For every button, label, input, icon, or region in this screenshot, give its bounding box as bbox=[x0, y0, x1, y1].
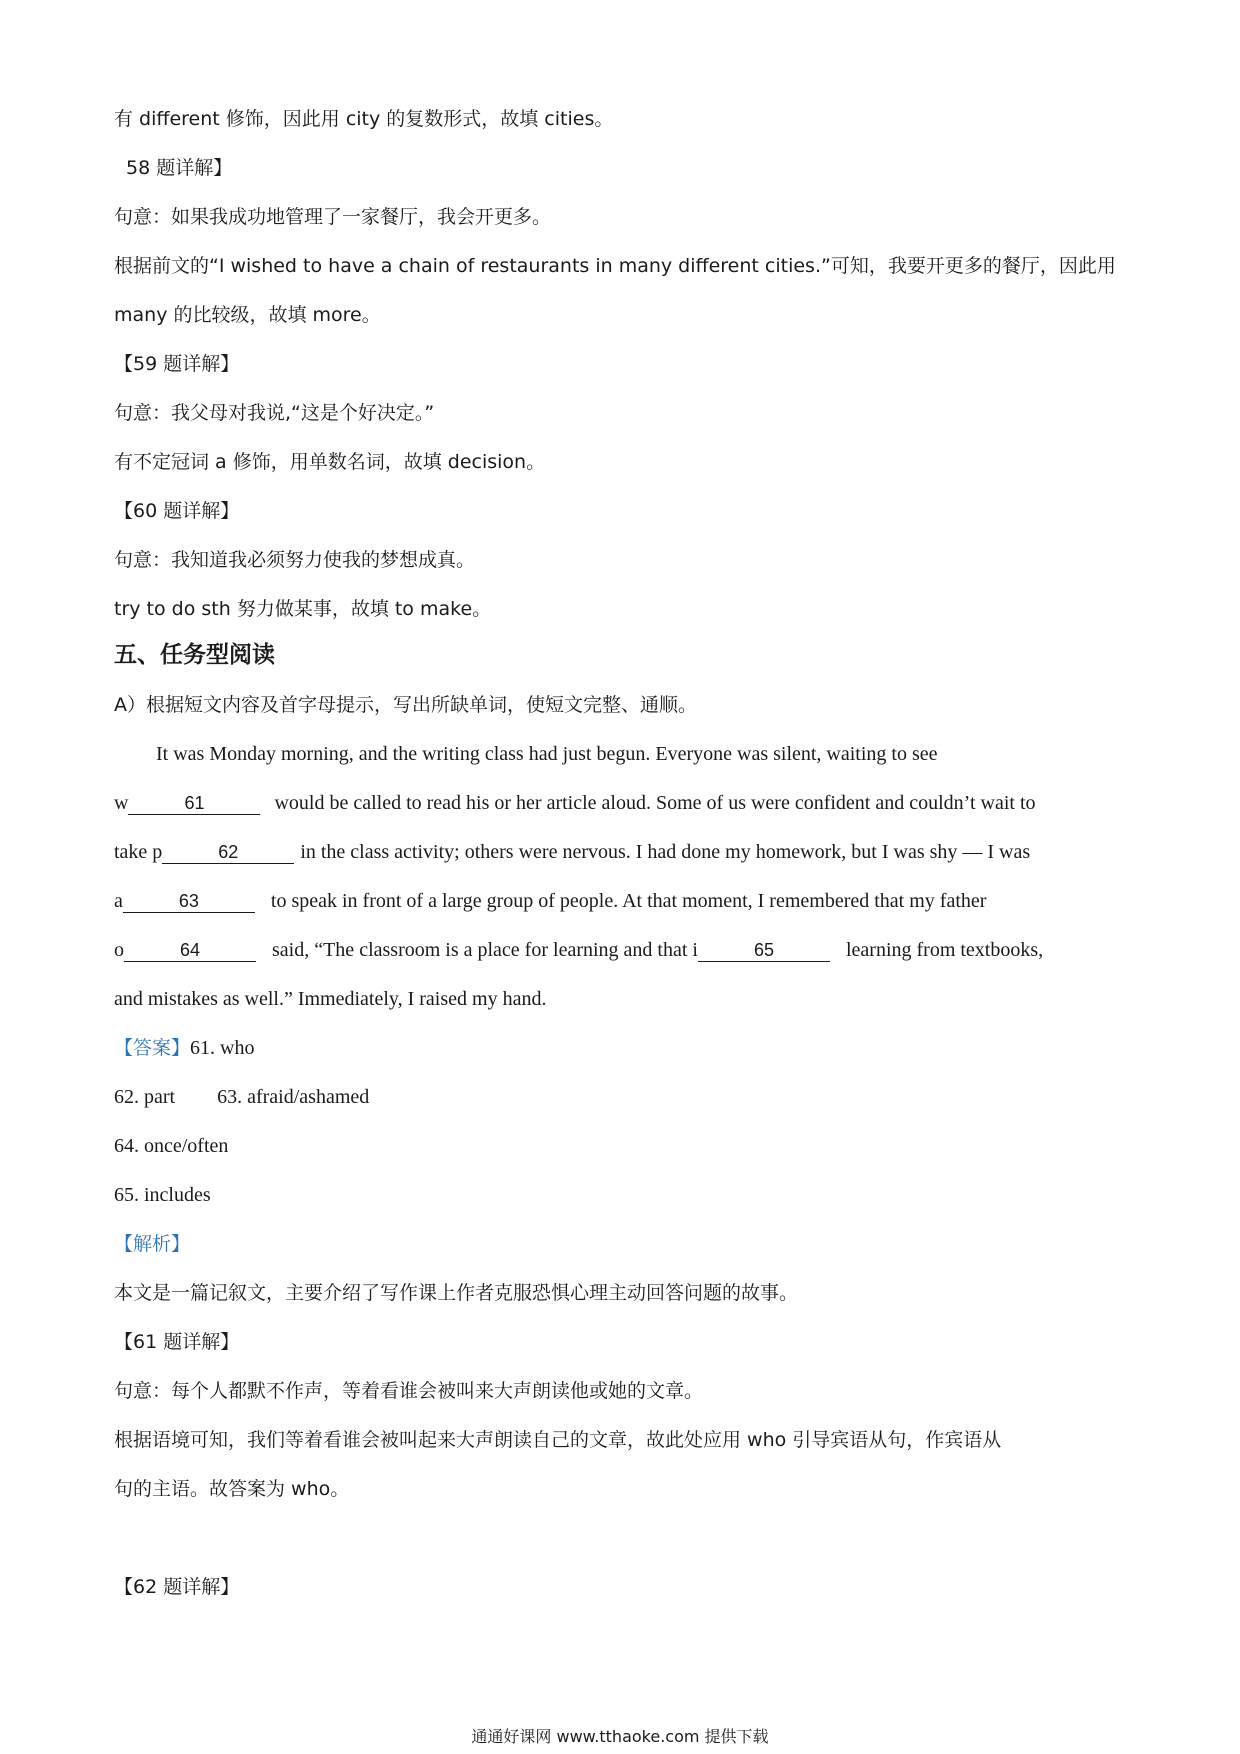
answer-line bbox=[114, 1084, 369, 1110]
q60-meaning: 句意：我知道我必须努力使我的梦想成真。 bbox=[114, 549, 476, 571]
analysis-label: 【解析】 bbox=[114, 1233, 191, 1255]
passage-text: w bbox=[114, 792, 129, 814]
answer-61: 61. who bbox=[190, 1037, 255, 1059]
q58-reason-cont: many 的比较级，故填 more。 bbox=[114, 304, 381, 326]
passage-line-2 bbox=[114, 790, 1036, 816]
q59-meaning: 句意：我父母对我说,“这是个好决定。” bbox=[114, 402, 435, 424]
passage-text: to speak in front of a large group of people. At that moment, I remembered that my father bbox=[270, 890, 987, 912]
q58-title: 58 题详解】 bbox=[126, 157, 233, 179]
q62-title: 【62 题详解】 bbox=[114, 1576, 240, 1598]
q60-title: 【60 题详解】 bbox=[114, 500, 240, 522]
section-instruction: A）根据短文内容及首字母提示，写出所缺单词，使短文完整、通顺。 bbox=[114, 694, 697, 716]
q61-meaning: 句意：每个人都默不作声，等着看谁会被叫来大声朗读他或她的文章。 bbox=[114, 1380, 704, 1402]
answer-label: 【答案】 bbox=[114, 1037, 191, 1059]
blank-61: 61 bbox=[128, 792, 260, 815]
passage-line-1: It was Monday morning, and the writing class had just begun. Everyone was silent, waiting to see bbox=[156, 743, 938, 765]
passage-text: take p bbox=[114, 841, 163, 863]
passage-text: o bbox=[114, 939, 124, 961]
passage-text: in the class activity; others were nervous. I had done my homework, but I was shy — I was bbox=[300, 841, 1031, 863]
section-heading: 五、任务型阅读 bbox=[114, 641, 275, 668]
passage-text: learning from textbooks, bbox=[845, 939, 1044, 961]
q59-title: 【59 题详解】 bbox=[114, 353, 240, 375]
page-footer: 通通好课网 www.tthaoke.com 提供下载 bbox=[471, 1727, 769, 1746]
passage-line-4 bbox=[114, 888, 986, 914]
answer-63: 63. afraid/ashamed bbox=[217, 1086, 370, 1108]
passage-text: said, “The classroom is a place for learning and that i bbox=[272, 939, 698, 961]
q59-reason: 有不定冠词 a 修饰，用单数名词，故填 decision。 bbox=[114, 451, 546, 473]
blank-62: 62 bbox=[162, 841, 294, 864]
q60-reason: try to do sth 努力做某事，故填 to make。 bbox=[114, 598, 492, 620]
q58-meaning: 句意：如果我成功地管理了一家餐厅，我会开更多。 bbox=[114, 206, 552, 228]
blank-63: 63 bbox=[123, 890, 255, 913]
q58-reason: 根据前文的“I wished to have a chain of restaurants in many different cities.”可知，我要开更多的餐厅，因此用 bbox=[114, 255, 1116, 277]
answer-line bbox=[114, 1035, 254, 1061]
passage-text: a bbox=[114, 890, 123, 912]
q61-title: 【61 题详解】 bbox=[114, 1331, 240, 1353]
passage-line-6: and mistakes as well.” Immediately, I raised my hand. bbox=[114, 988, 547, 1010]
answer-65: 65. includes bbox=[114, 1184, 211, 1206]
answer-64: 64. once/often bbox=[114, 1135, 229, 1157]
passage-text: would be called to read his or her article aloud. Some of us were confident and couldn’t wait to bbox=[274, 792, 1036, 814]
blank-65: 65 bbox=[698, 939, 830, 962]
passage-line-5 bbox=[114, 937, 1043, 963]
blank-64: 64 bbox=[124, 939, 256, 962]
q61-reason-cont: 句的主语。故答案为 who。 bbox=[114, 1478, 350, 1500]
analysis-summary: 本文是一篇记叙文，主要介绍了写作课上作者克服恐惧心理主动回答问题的故事。 bbox=[114, 1282, 799, 1304]
q61-reason: 根据语境可知，我们等着看谁会被叫起来大声朗读自己的文章，故此处应用 who 引导宾语从句，作宾语从 bbox=[114, 1429, 1002, 1451]
passage-line-3 bbox=[114, 839, 1030, 865]
text-line: 有 different 修饰，因此用 city 的复数形式，故填 cities。 bbox=[114, 108, 614, 130]
answer-62: 62. part bbox=[114, 1086, 176, 1108]
